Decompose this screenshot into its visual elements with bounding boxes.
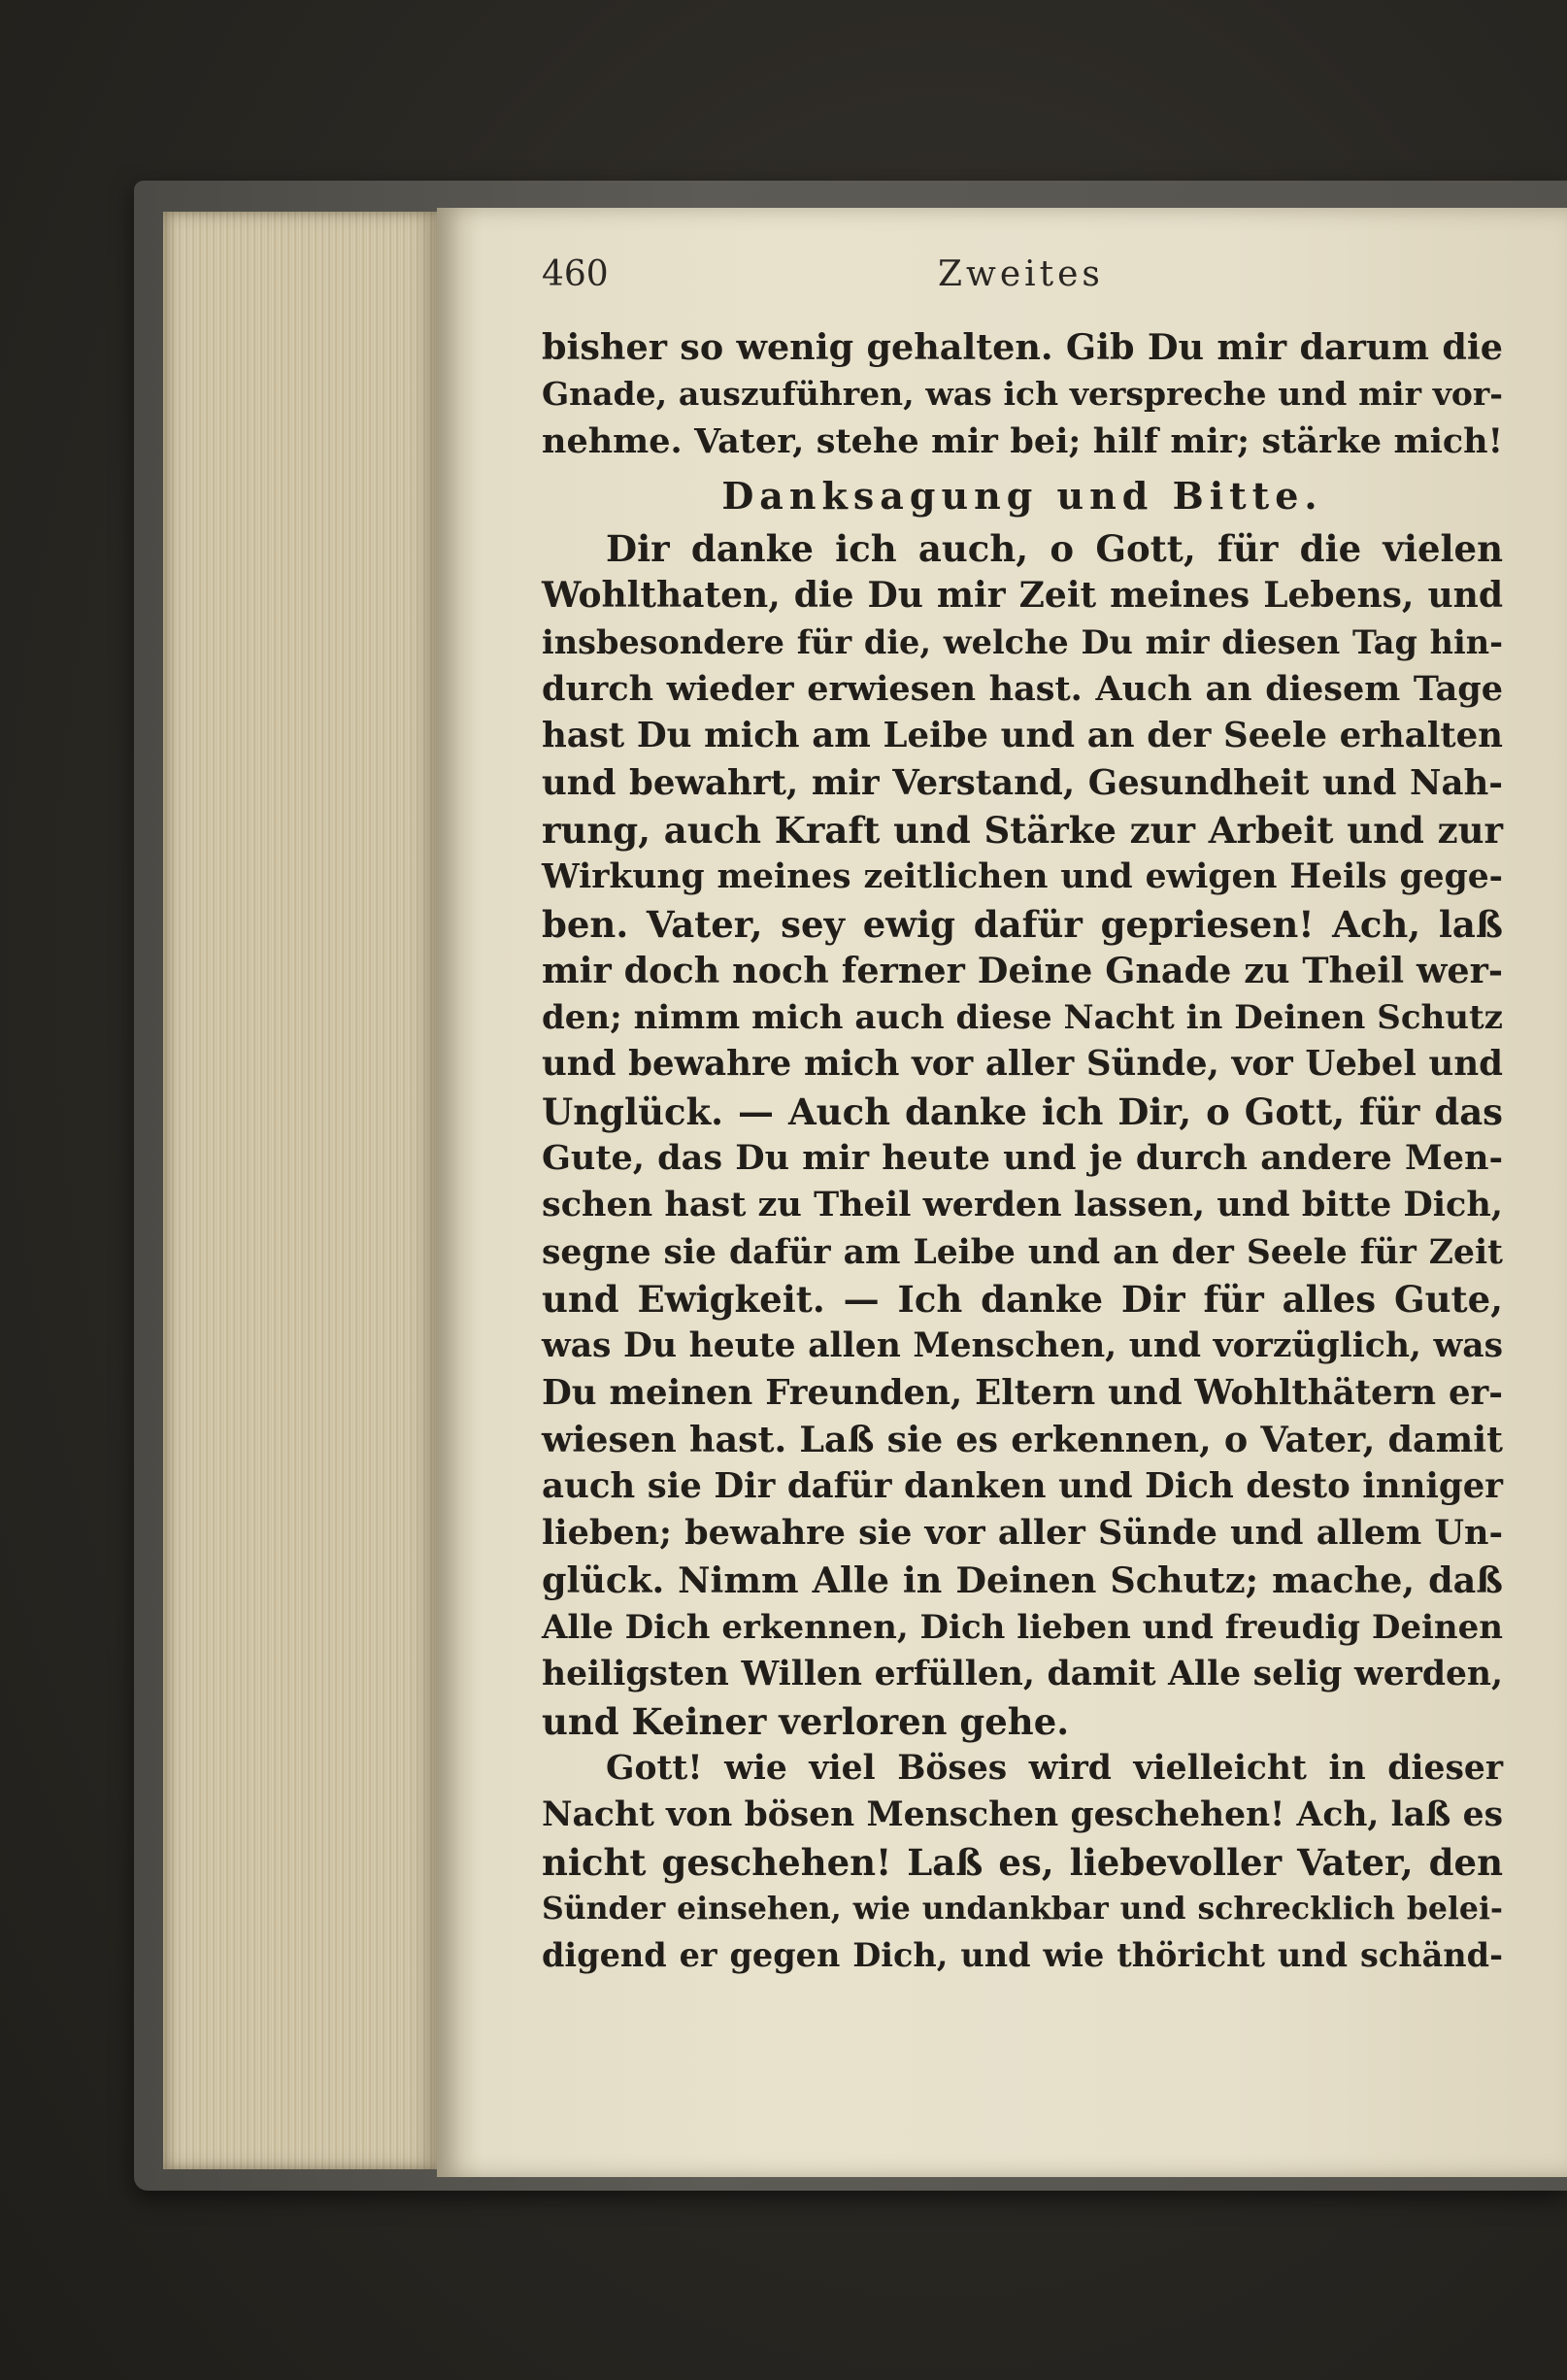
paragraph-thanks [542,525,1503,1745]
text-line: rung, auch Kraft und Stärke zur Arbeit und zur [542,808,1503,852]
text-line: Gnade, auszuführen, was ich verspreche und mir vor- [542,375,1503,414]
text-line: den; nimm mich auch diese Nacht in Deinen Schutz [542,998,1503,1038]
text-line: und bewahre mich vor aller Sünde, vor Uebel und [542,1044,1503,1085]
text-line: Du meinen Freunden, Eltern und Wohlthätern er- [542,1372,1503,1413]
page-header [542,254,1513,303]
text-line: Nacht von bösen Menschen geschehen! Ach, laß es [542,1795,1503,1835]
text-line: nicht geschehen! Laß es, liebevoller Vater, den [542,1840,1503,1884]
text-line: bisher so wenig gehalten. Gib Du mir darum die [542,326,1503,368]
section-title: Danksagung und Bitte. [721,473,1323,518]
text-line: und Ewigkeit. — Ich danke Dir für alles Gute, [542,1277,1503,1321]
text-line: nehme. Vater, stehe mir bei; hilf mir; stärke mich! [542,420,1503,461]
text-line: Gott! wie viel Böses wird vielleicht in dieser [606,1748,1503,1788]
page-text [542,324,1503,1979]
text-line: durch wieder erwiesen hast. Auch an diesem Tage [542,669,1503,710]
text-line: Unglück. — Auch danke ich Dir, o Gott, für das [542,1089,1503,1133]
text-line: Dir danke ich auch, o Gott, für die vielen [606,527,1503,571]
text-line: mir doch noch ferner Deine Gnade zu Theil wer- [542,949,1503,991]
text-line: auch sie Dir dafür danken und Dich desto inniger [542,1466,1503,1507]
text-line: segne sie dafür am Leibe und an der Seele für Zeit [542,1232,1503,1272]
page-number: 460 [542,254,609,294]
text-line: und bewahrt, mir Verstand, Gesundheit und Nah- [542,762,1503,803]
text-line: ben. Vater, sey ewig dafür gepriesen! Ach, laß [542,902,1503,946]
page-edges [163,212,437,2169]
text-line: Wirkung meines zeitlichen und ewigen Heils gege- [542,857,1503,897]
text-line: hast Du mich am Leibe und an der Seele erhalten [542,716,1503,756]
paragraph-evening-prayer [542,1745,1503,1979]
text-line: Alle Dich erkennen, Dich lieben und freudig Deinen [542,1608,1503,1648]
text-line: Wohlthaten, die Du mir Zeit meines Lebens, und [542,575,1503,617]
text-line: glück. Nimm Alle in Deinen Schutz; mache, daß [542,1559,1503,1601]
text-line: digend er gegen Dich, und wie thöricht und schänd- [542,1936,1503,1975]
text-line: Sünder einsehen, wie undankbar und schrecklich belei- [542,1890,1503,1927]
text-line: schen hast zu Theil werden lassen, und bitte Dich, [542,1185,1503,1225]
text-line: was Du heute allen Menschen, und vorzüglich, was [542,1326,1503,1366]
continuation-paragraph [542,324,1503,465]
text-line: lieben; bewahre sie vor aller Sünde und allem Un- [542,1513,1503,1554]
text-line: wiesen hast. Laß sie es erkennen, o Vater, damit [542,1418,1503,1460]
running-head: Zweites [938,254,1104,294]
text-line: insbesondere für die, welche Du mir diesen Tag hin- [542,622,1503,661]
text-line: und Keiner verloren gehe. [542,1699,1070,1743]
text-line: heiligsten Willen erfüllen, damit Alle selig werden, [542,1655,1503,1694]
text-line: Gute, das Du mir heute und je durch andere Men- [542,1138,1503,1179]
